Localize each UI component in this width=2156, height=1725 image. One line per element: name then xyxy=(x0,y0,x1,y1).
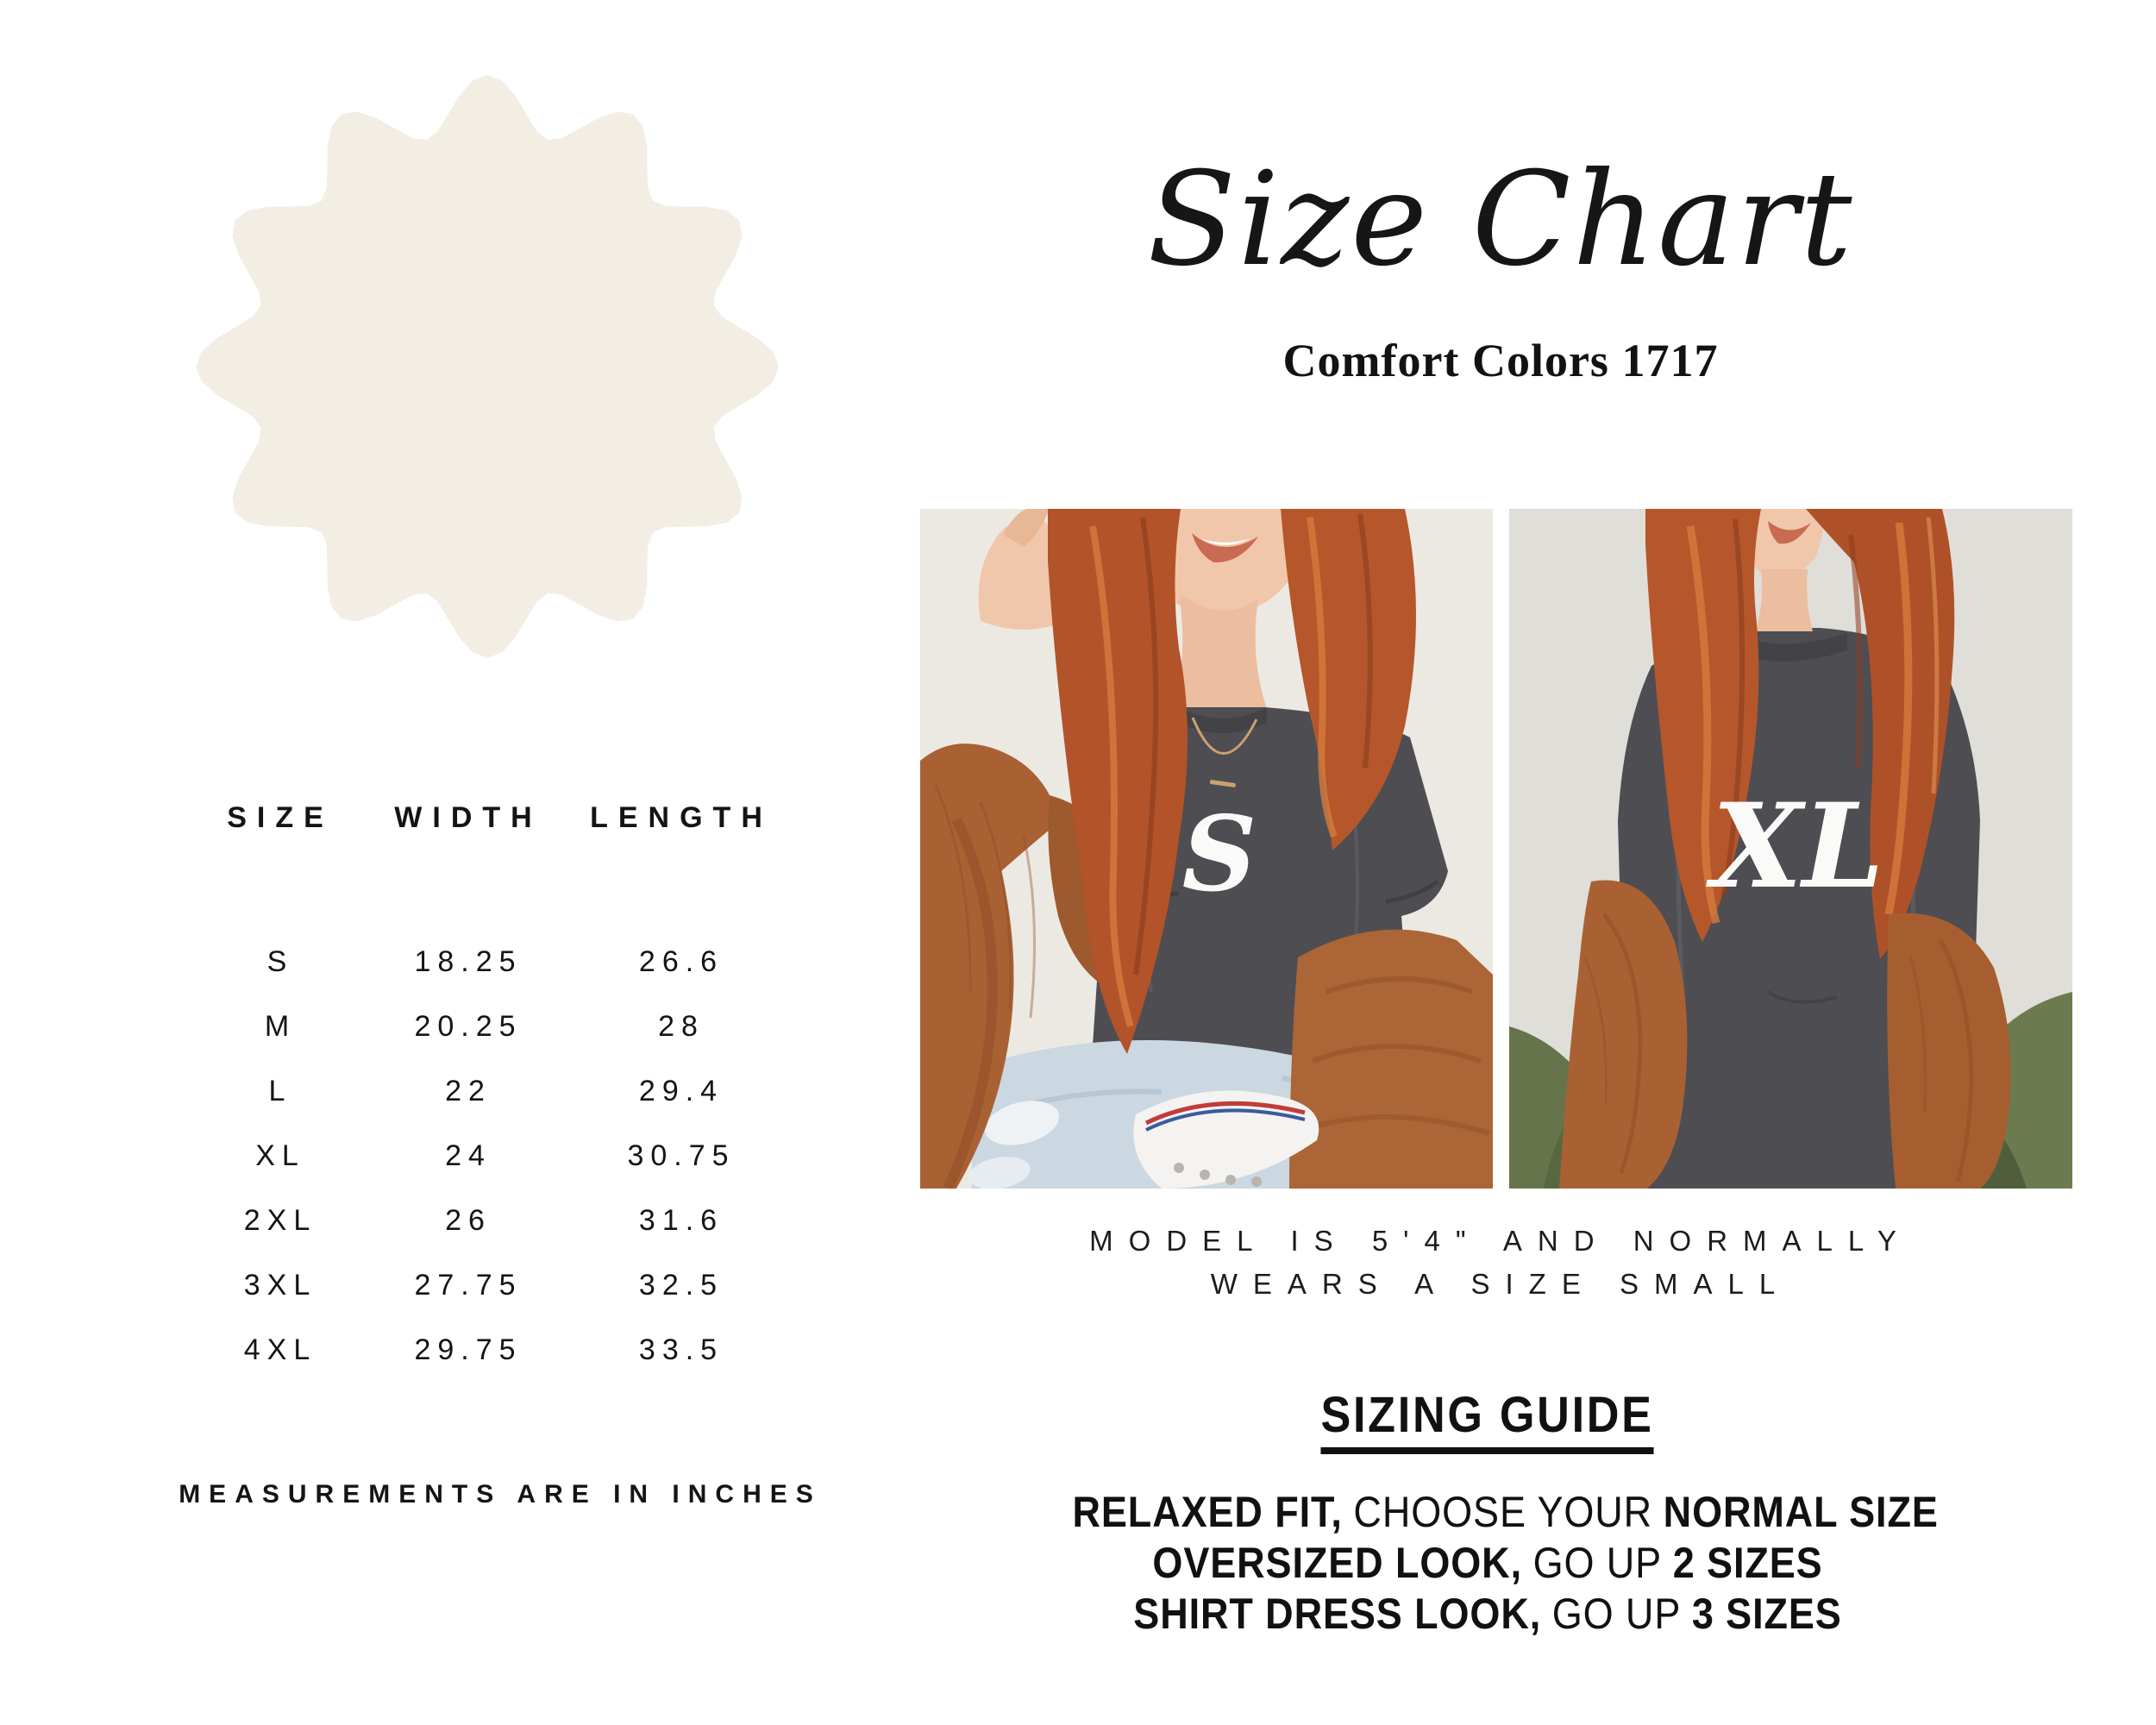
table-cell: 18.25 xyxy=(414,945,523,978)
column-header-width: WIDTH xyxy=(394,801,542,834)
table-row: L xyxy=(268,1075,292,1107)
table-row: S xyxy=(266,945,294,978)
table-cell: 33.5 xyxy=(638,1333,724,1366)
table-row: 4XL xyxy=(243,1333,317,1366)
table-row: M xyxy=(264,1010,297,1043)
size-table-column-length xyxy=(586,802,776,1383)
sizing-guide xyxy=(1026,1389,1949,1640)
table-row: 2XL xyxy=(243,1204,317,1237)
size-table-column-size xyxy=(185,802,375,1383)
table-row: XL xyxy=(255,1139,305,1172)
table-cell: 27.75 xyxy=(414,1269,523,1302)
table-cell: 20.25 xyxy=(414,1010,523,1043)
model-caption-line1: MODEL IS 5'4" AND NORMALLY xyxy=(1089,1225,1912,1257)
table-row: 3XL xyxy=(243,1269,317,1302)
page-title: Size Chart xyxy=(1147,145,1854,295)
sizing-guide-heading: SIZING GUIDE xyxy=(1321,1389,1654,1454)
table-cell: 31.6 xyxy=(638,1204,724,1237)
scalloped-blob xyxy=(194,73,780,660)
table-cell: 28 xyxy=(658,1010,705,1043)
table-cell: 22 xyxy=(445,1075,492,1107)
shirt-size-letter-xl: XL xyxy=(1712,777,1884,914)
table-cell: 30.75 xyxy=(627,1139,736,1172)
model-caption xyxy=(931,1220,2070,1306)
page-subtitle: Comfort Colors 1717 xyxy=(1282,335,1719,386)
sizing-guide-line-shirt-dress: SHIRT DRESS LOOK, GO UP 3 SIZES xyxy=(1133,1590,1842,1638)
model-photo-size-xl xyxy=(1509,509,2072,1189)
table-cell: 32.5 xyxy=(638,1269,724,1302)
column-header-size: SIZE xyxy=(227,801,334,834)
model-photo-size-s xyxy=(920,509,1493,1189)
size-table-column-width xyxy=(373,802,563,1383)
title-block xyxy=(1026,112,1975,386)
sizing-guide-line-relaxed: RELAXED FIT, CHOOSE YOUR NORMAL SIZE xyxy=(1072,1488,1939,1536)
shirt-size-letter-s: S xyxy=(1181,794,1257,915)
table-cell: 26 xyxy=(445,1204,492,1237)
table-cell: 24 xyxy=(445,1139,492,1172)
measurements-note: MEASUREMENTS ARE IN INCHES xyxy=(179,1480,822,1509)
sizing-guide-lines xyxy=(1026,1487,1949,1640)
sizing-guide-line-oversized: OVERSIZED LOOK, GO UP 2 SIZES xyxy=(1152,1539,1823,1587)
scalloped-blob-shape xyxy=(196,75,779,658)
table-cell: 29.4 xyxy=(638,1075,724,1107)
table-cell: 26.6 xyxy=(638,945,724,978)
column-header-length: LENGTH xyxy=(590,801,773,834)
table-cell: 29.75 xyxy=(414,1333,523,1366)
model-caption-line2: WEARS A SIZE SMALL xyxy=(1210,1268,1791,1300)
